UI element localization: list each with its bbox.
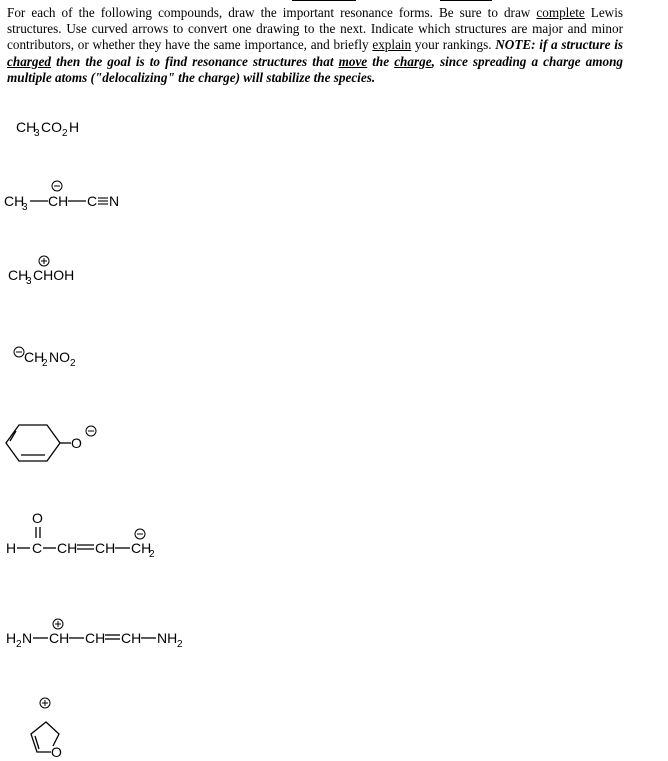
c7-ch3: CH <box>121 630 142 646</box>
compound-nitromethyl-anion <box>14 347 76 369</box>
note-text-b: then the goal is to find resonance structures that <box>50 53 339 69</box>
c2-n: N <box>109 193 120 209</box>
note-text-a: NOTE: if a structure is <box>495 37 624 53</box>
instructions-text-2: Lewis structures. Use curved arrows to convert one drawing to the next. Indicate which structures are major and minor contributors, or whether they have the same importance, and briefly <box>7 5 623 53</box>
positive-charge-icon <box>40 698 50 708</box>
c1-h: H <box>69 119 80 135</box>
instructions-text: For each of the following compounds, draw the important resonance forms. Be sure to draw <box>7 5 537 20</box>
c7-ch2: CH <box>85 630 106 646</box>
c3-chohh: CHOH <box>33 267 75 283</box>
c6-c: C <box>32 540 43 556</box>
compound-cyclohexenyl-oxide <box>6 425 96 461</box>
c6-o: O <box>32 510 43 526</box>
c2-ch3: CH <box>4 193 25 209</box>
c6-sub2: 2 <box>149 549 155 560</box>
c7-nh: NH <box>157 630 178 646</box>
c1-co: CO <box>41 119 62 135</box>
c4-ch: CH <box>24 349 45 365</box>
c3-ch: CH <box>8 267 29 283</box>
negative-charge-icon <box>135 529 145 539</box>
compound-enolate-aldehyde <box>6 510 155 560</box>
c4-sub2b: 2 <box>70 358 76 369</box>
underlined-charge: charge <box>394 53 432 69</box>
c1-sub2: 2 <box>62 128 68 139</box>
c2-ch: CH <box>48 193 69 209</box>
c6-h: H <box>6 540 17 556</box>
c4-no: NO <box>49 349 70 365</box>
c8-o: O <box>51 744 62 760</box>
underlined-complete: complete <box>536 5 585 20</box>
compound-carbocation-alcohol <box>8 256 74 287</box>
c2-c: C <box>87 193 98 209</box>
underlined-explain: explain <box>372 37 412 53</box>
positive-charge-icon <box>39 256 49 266</box>
compound-acetic-acid <box>16 119 79 139</box>
c7-sub2b: 2 <box>177 639 183 650</box>
c1-ch: CH <box>16 119 37 135</box>
c1-sub3: 3 <box>34 128 40 139</box>
c3-sub3: 3 <box>26 276 32 287</box>
compound-cyanide-anion <box>4 181 119 213</box>
c6-ch1: CH <box>57 540 78 556</box>
c7-ch1: CH <box>49 630 70 646</box>
c6-ch3: CH <box>131 540 152 556</box>
compound-cyclic-oxocarbenium <box>31 698 62 760</box>
underlined-charged: charged <box>7 53 51 69</box>
underlined-move: move <box>338 53 368 69</box>
negative-charge-icon <box>86 426 96 436</box>
note-text-d: , since spreading a charge among multiple atoms ("delocalizing" the charge) will stabilize the species. <box>7 53 623 85</box>
negative-charge-icon <box>14 347 24 357</box>
negative-charge-icon <box>52 181 62 191</box>
c2-sub3: 3 <box>22 202 28 213</box>
compound-diamine-cation <box>6 619 183 650</box>
c7-n: N <box>22 630 33 646</box>
c5-o: O <box>71 435 82 451</box>
instructions-text-3: your rankings. <box>411 37 492 53</box>
c6-ch2: CH <box>95 540 116 556</box>
note-text-c: the <box>367 53 395 69</box>
c7-sub2a: 2 <box>16 639 22 650</box>
c7-h: H <box>6 630 17 646</box>
positive-charge-icon <box>53 619 63 629</box>
c4-sub2a: 2 <box>42 358 48 369</box>
